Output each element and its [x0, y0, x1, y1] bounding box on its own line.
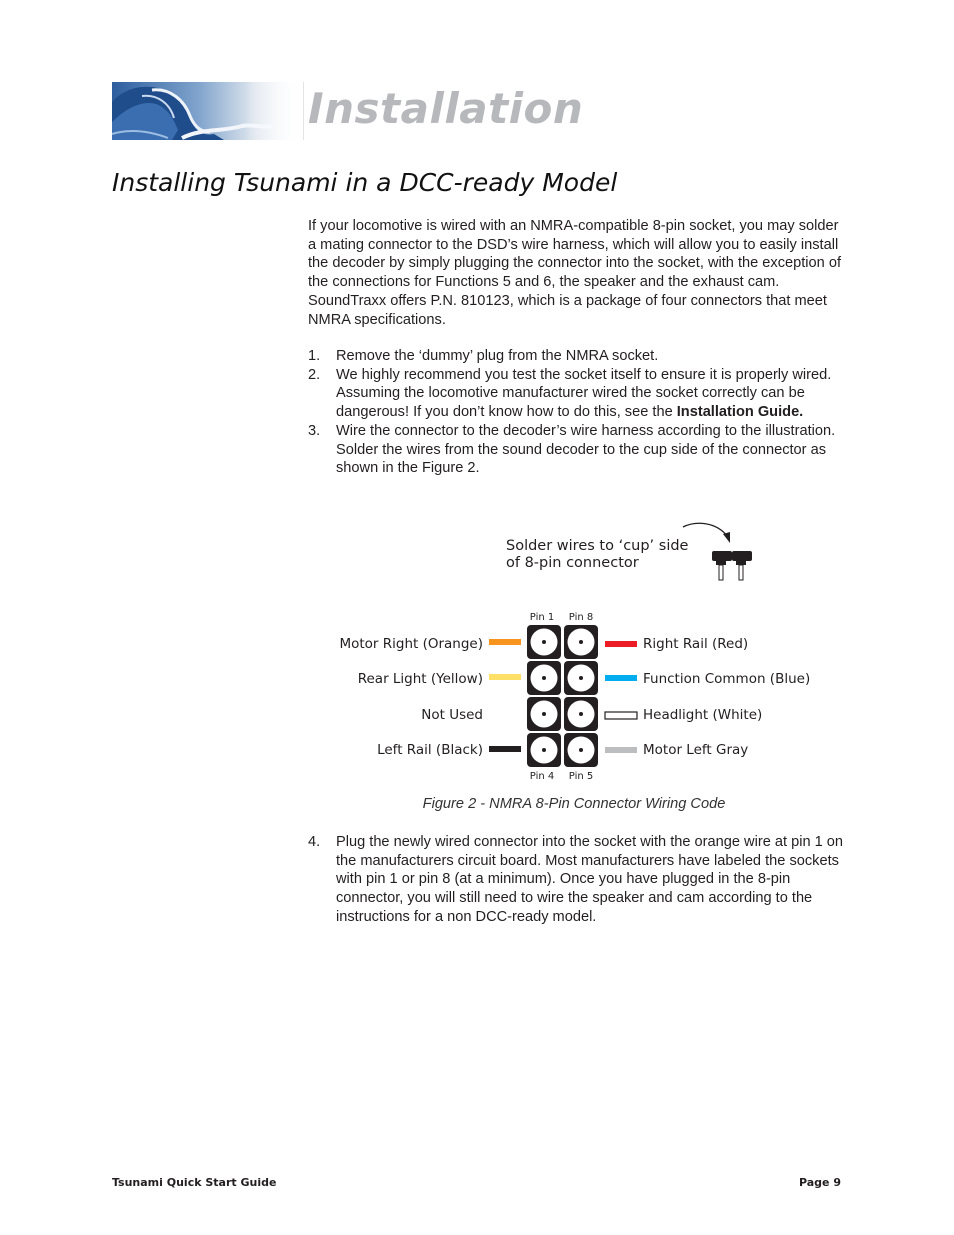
connector-pin	[527, 733, 561, 767]
step-text: We highly recommend you test the socket itself to ensure it is properly wired. Assuming the locomotive manufacturer wired the socket correctly can be dangerous! If you don’t know how to do this, see the	[336, 366, 832, 421]
step-text: Plug the newly wired connector into the socket with the orange wire at pin 1 on the manufacturers circuit board. Most manufacturers have labeled the sockets with pin 1 or pin 8 (at a minimum). Once you have plugged in the 8-pin connector, you will still need to wire the speaker and cam according to the instructions for a non DCC-ready model.	[336, 834, 844, 925]
orange-wire-swatch	[489, 639, 521, 645]
section-heading: Installing Tsunami in a DCC-ready Model	[112, 168, 618, 197]
curved-arrow-icon	[683, 523, 730, 543]
connector-pin	[527, 661, 561, 695]
connector-pin	[564, 733, 598, 767]
right-wire-row	[605, 671, 810, 687]
red-wire-swatch	[605, 641, 637, 647]
left-wire-row	[421, 707, 483, 723]
figure-caption: Figure 2 - NMRA 8-Pin Connector Wiring Code	[422, 796, 726, 812]
solder-note-line1: Solder wires to ‘cup’ side	[506, 538, 689, 554]
blue-wire-swatch	[605, 675, 637, 681]
step-number: 4.	[308, 834, 321, 850]
connector-pin	[564, 697, 598, 731]
connector-pin	[564, 661, 598, 695]
connector-pin	[527, 697, 561, 731]
left-wire-label: Rear Light (Yellow)	[357, 671, 483, 687]
steps-list-continued	[308, 833, 848, 927]
right-wire-row	[605, 742, 748, 758]
pin-4-label: Pin 4	[529, 771, 555, 782]
right-wire-label: Function Common (Blue)	[643, 671, 811, 687]
solder-note-line2: of 8-pin connector	[506, 555, 639, 571]
right-wire-label: Right Rail (Red)	[643, 636, 749, 652]
step-text: Remove the ‘dummy’ plug from the NMRA socket.	[336, 348, 659, 364]
right-wire-label: Headlight (White)	[643, 707, 763, 723]
pin-8-label: Pin 8	[568, 612, 594, 623]
left-wire-label: Left Rail (Black)	[377, 742, 483, 758]
list-item	[308, 422, 848, 478]
pin-1-label: Pin 1	[529, 612, 555, 623]
white-wire-swatch	[605, 712, 637, 719]
wave-banner-image	[112, 82, 302, 140]
header-divider	[303, 82, 304, 140]
step-number: 2.	[308, 366, 321, 383]
gray-wire-swatch	[605, 747, 637, 753]
installation-guide-reference: Installation Guide.	[676, 404, 804, 421]
8-pin-connector	[527, 625, 598, 767]
page-title: Installation	[308, 84, 584, 133]
left-wire-label: Not Used	[421, 707, 483, 723]
connector-pin	[564, 625, 598, 659]
black-wire-swatch	[489, 746, 521, 752]
right-wire-row	[605, 707, 762, 723]
yellow-wire-swatch	[489, 674, 521, 680]
connector-wiring-diagram	[300, 515, 860, 795]
connector-pins-icon	[712, 551, 752, 580]
list-item	[308, 347, 848, 366]
pin-5-label: Pin 5	[568, 771, 594, 782]
steps-list	[308, 347, 848, 478]
list-item	[308, 366, 848, 422]
left-wire-label: Motor Right (Orange)	[339, 636, 483, 652]
step-number: 1.	[308, 348, 321, 364]
connector-pin	[527, 625, 561, 659]
step-number: 3.	[308, 422, 321, 439]
left-wire-row	[339, 636, 521, 652]
left-wire-row	[377, 742, 521, 758]
right-wire-row	[605, 636, 748, 652]
footer-page-number: Page 9	[798, 1176, 841, 1189]
intro-paragraph: If your locomotive is wired with an NMRA-compatible 8-pin socket, you may solder a mating connector to the DSD’s wire harness, which will allow you to easily install the decoder by simply plugging the connector into the socket, with the exception of the connections for Functions 5 and 6, the speaker and the exhaust cam. SoundTraxx offers P.N. 810123, which is a package of four connectors that meet NMRA specifications.	[308, 218, 841, 328]
right-wire-label: Motor Left Gray	[643, 742, 749, 758]
list-item	[308, 833, 848, 927]
footer-guide-title: Tsunami Quick Start Guide	[112, 1176, 277, 1189]
left-wire-row	[358, 671, 521, 687]
step-text: Wire the connector to the decoder’s wire harness according to the illustration. Solder the wires from the sound decoder to the cup side of the connector as shown in the Figure 2.	[336, 422, 836, 477]
